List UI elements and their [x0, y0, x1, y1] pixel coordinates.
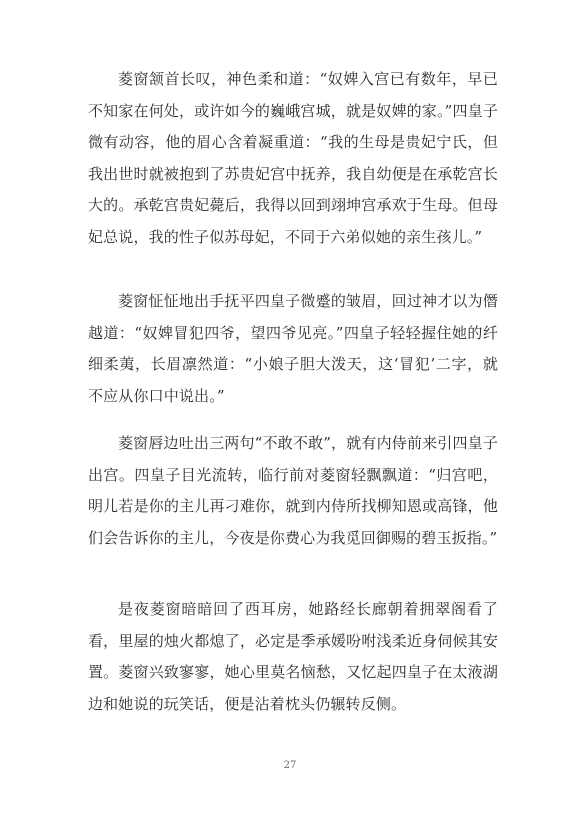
paragraph-2: 菱窗怔怔地出手抚平四皇子微蹙的皱眉，回过神才以为僭越道：“奴婢冒犯四爷，望四爷见亮。”四皇子轻轻握住她的纤细柔荑，长眉凛然道：“小娘子胆大泼天，这‘冒犯’二字，就不应从你口中说出。” — [88, 292, 498, 405]
paragraph-1: 菱窗颔首长叹，神色柔和道：“奴婢入宫已有数年，早已不知家在何处，或许如今的巍峨宫城，就是奴婢的家。”四皇子微有动容，他的眉心含着凝重道：“我的生母是贵妃宁氏，但我出世时就被抱到了苏贵妃宫中抚养，我自幼便是在承乾宫长大的。承乾宫贵妃薨后，我得以回到翊坤宫承欢于生母。但母妃总说，我的性子似苏母妃，不同于六弟似她的亲生孩儿。” — [88, 70, 498, 246]
page-number: 27 — [283, 760, 297, 771]
paragraph-4: 是夜菱窗暗暗回了西耳房，她路经长廊朝着拥翠阁看了看，里屋的烛火都熄了，必定是季承媛吩咐浅柔近身伺候其安置。菱窗兴致寥寥，她心里莫名恼愁，又忆起四皇子在太液湖边和她说的玩笑话，便是沾着枕头仍辗转反侧。 — [88, 600, 498, 713]
paragraph-3: 菱窗唇边吐出三两句“不敢不敢”，就有内侍前来引四皇子出宫。四皇子目光流转，临行前对菱窗轻飘飘道：“归宫吧，明儿若是你的主儿再刁难你，就到内侍所找柳知恩或高锋，他们会告诉你的主儿，今夜是你费心为我觅回御赐的碧玉扳指。” — [88, 434, 498, 547]
